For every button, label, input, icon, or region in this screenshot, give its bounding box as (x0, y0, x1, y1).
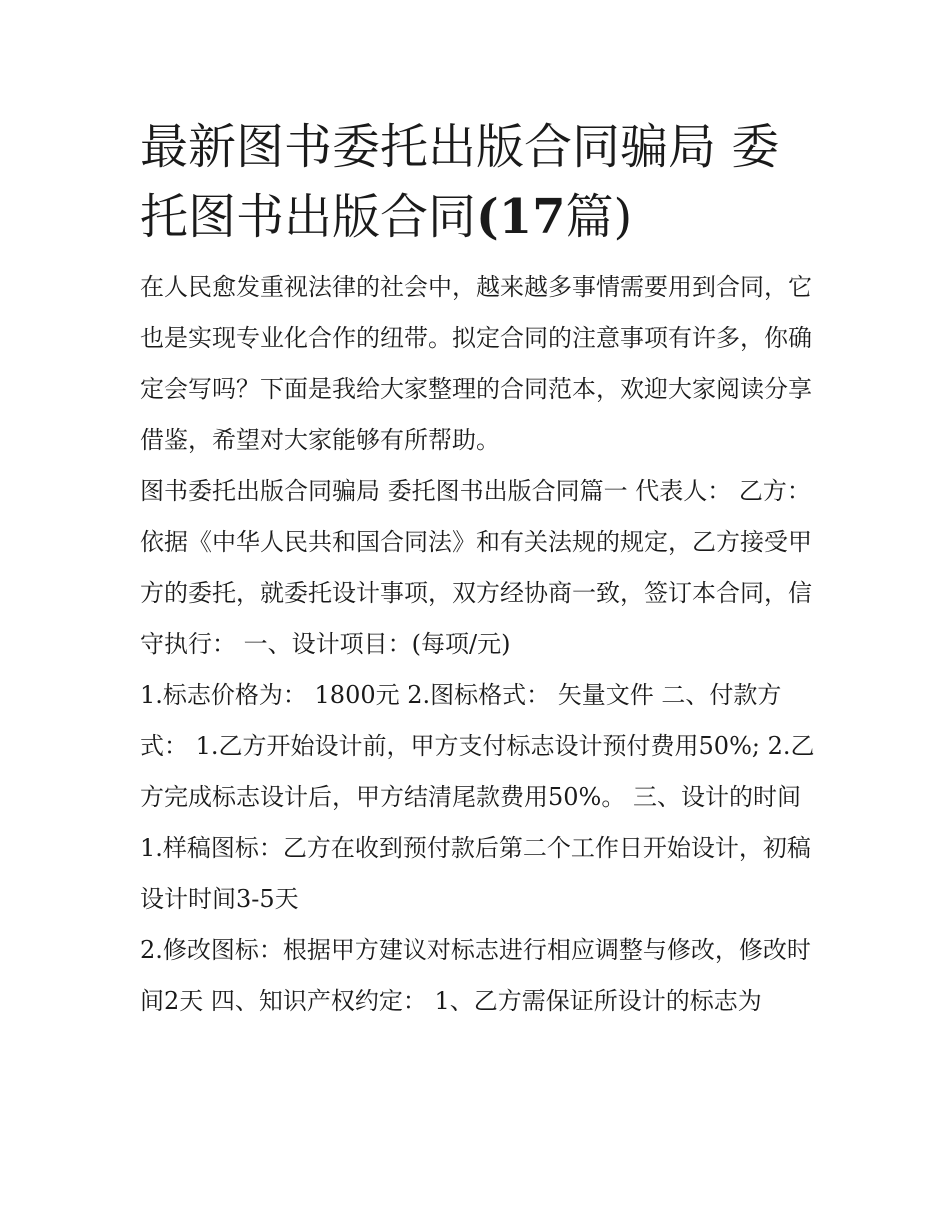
paragraph-revision-ip: 2.修改图标：根据甲方建议对标志进行相应调整与修改，修改时间2天 四、知识产权约定： 1、乙方需保证所设计的标志为 (140, 936, 811, 1015)
document-body (140, 112, 820, 1027)
paragraph-price-payment-schedule: 1.标志价格为： 1800元 2.图标格式： 矢量文件 二、付款方式： 1.乙方开始设计前，甲方支付标志设计预付费用50%; 2.乙方完成标志设计后，甲方结清尾款费用50%。 三、设计的时间 1.样稿图标：乙方在收到预付款后第二个工作日开始设计，初稿设计时间3-5天 (140, 681, 815, 913)
paragraph-intro: 在人民愈发重视法律的社会中，越来越多事情需要用到合同，它也是实现专业化合作的纽带。拟定合同的注意事项有许多，你确定会写吗？下面是我给大家整理的合同范本，欢迎大家阅读分享借鉴，希望对大家能够有所帮助。 (140, 273, 812, 454)
document-title: 最新图书委托出版合同骗局 委托图书出版合同(17篇) (140, 119, 780, 245)
paragraph-section-heading: 图书委托出版合同骗局 委托图书出版合同篇一 代表人： 乙方： (140, 477, 811, 505)
paragraph-contract-basis: 依据《中华人民共和国合同法》和有关法规的规定，乙方接受甲方的委托，就委托设计事项，双方经协商一致，签订本合同，信守执行： 一、设计项目：(每项/元) (140, 528, 812, 658)
